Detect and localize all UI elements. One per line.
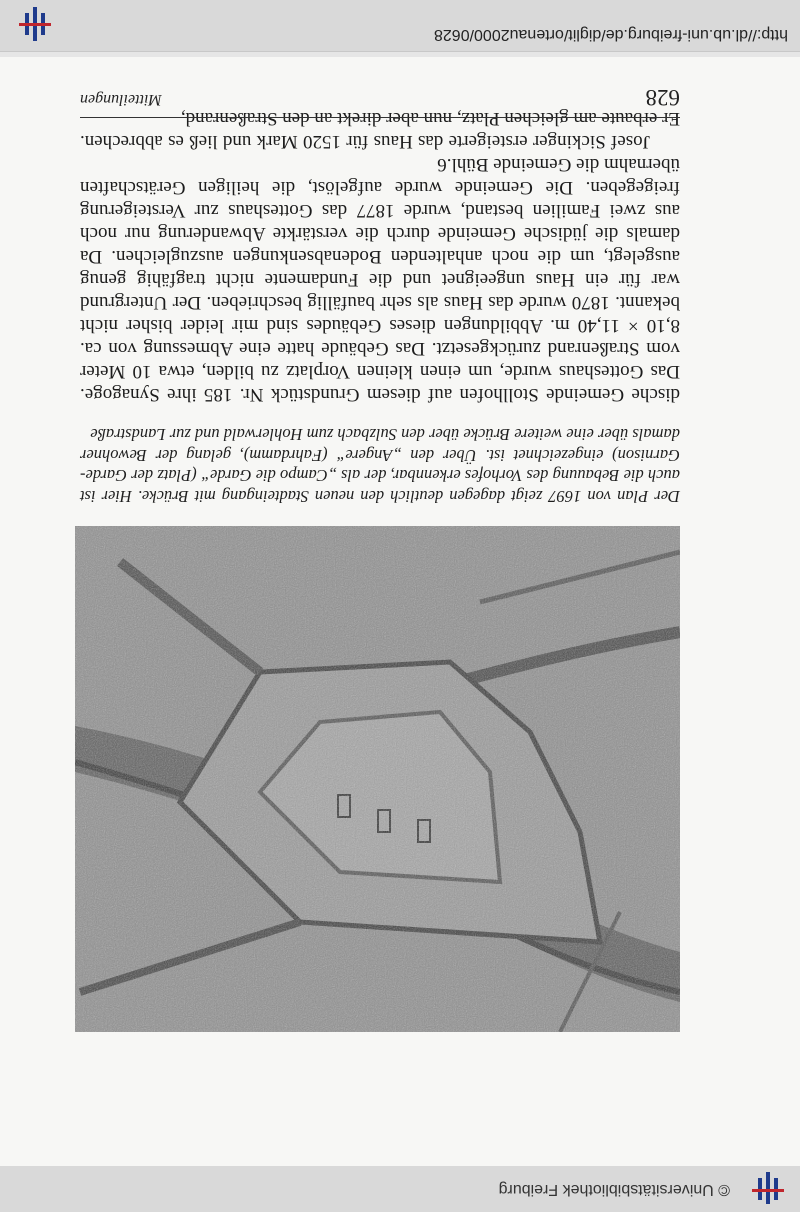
viewer-bottom-bar — [0, 0, 800, 52]
historic-map-figure — [75, 526, 680, 1032]
permalink-url[interactable]: http://dl.ub.uni-freiburg.de/diglit/ortenau2000/0628 — [433, 26, 788, 43]
caption-text: Der Plan von 1697 zeigt dagegen deutlich den neuen Stadteingang mit Brücke. Hier ist auch die Bebauung des Vorhofes erkennbar, der als „Campo die Garde“ (Platz der Garde-Garnison) eingezeichnet ist. Über den „Angere“ (Fahrdamm), gelang der Bewohner damals über eine weitere Brücke über den Sulzbach zum Hohlerwald und zur Landstraße — [80, 425, 680, 506]
copyright-credit: © Universitätsbibliothek Freiburg — [498, 1181, 730, 1198]
header-rule — [80, 117, 680, 118]
map-plan-icon — [75, 526, 680, 1032]
page-header — [80, 60, 680, 120]
library-logo-icon — [748, 1172, 788, 1204]
viewer-top-bar — [0, 1165, 800, 1212]
figure-caption — [80, 424, 680, 506]
body-paragraph-1: dische Gemeinde Stollhofen auf diesem Grundstück Nr. 185 ihre Synagoge. Das Gotteshaus wurde, um einen kleinen Vorplatz zu bilden, etwa 10 Meter vom Straßenrand zurückgesetzt. Das Gebäude hatte eine Abmessung von ca. 8,10 × 11,40 m. Abbildungen dieses Gebäudes sind mir leider bisher nicht bekannt. 1870 wurde das Haus als sehr baufällig beschrieben. Der Untergrund war für ein Haus ungeeignet und die Fundamente nicht tragfähig genug ausgelegt, um die noch anhaltenden Bodenabsenkungen auszugleichen. Da damals die jüdische Gemeinde durch die verstärkte Abwanderung nur noch aus zwei Familien bestand, wurde 1877 das Gotteshaus zur Versteigerung freigegeben. Die Gemeinde wurde aufgelöst, die heiligen Gerätschaften übernahm die Gemeinde Bühl.6 — [80, 154, 680, 405]
page-number: 628 — [645, 85, 680, 110]
body-text — [80, 107, 680, 406]
scanned-page — [0, 57, 800, 1166]
library-logo-icon — [15, 7, 55, 41]
section-title: Mitteilungen — [80, 91, 162, 108]
body-paragraph-2: Josef Sickinger ersteigerte das Haus für 1520 Mark und ließ es abbrechen. Er erbaute am gleichen Platz, nun aber direkt an den Straßenrand, — [80, 108, 680, 152]
